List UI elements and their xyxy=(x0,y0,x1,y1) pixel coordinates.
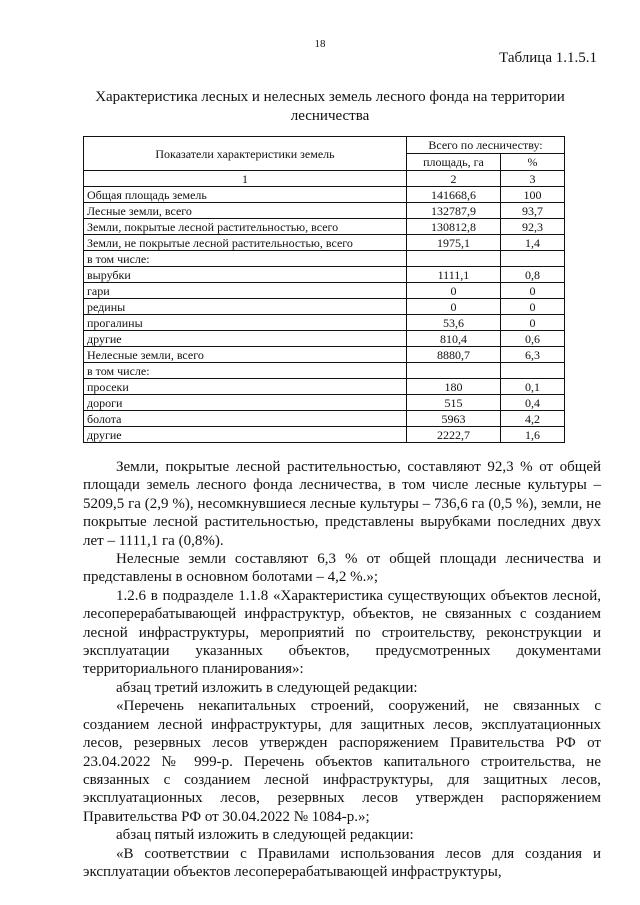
table-reference: Таблица 1.1.5.1 xyxy=(499,50,597,66)
row-label: в том числе: xyxy=(84,363,407,379)
paragraph: Земли, покрытые лесной растительностью, составляют 92,3 % от общей площади земель лесного фонда лесничества, в том числе лесные культуры – 5209,5 га (2,9 %), несомкнувшиеся лесные культуры – 736,6 га (0,5 %), земли, не покрытые лесной растительностью, представлены вырубками последних двух лет – 1111,1 га (0,8%). xyxy=(83,459,601,549)
row-area: 1111,1 xyxy=(407,267,501,283)
paragraph: Нелесные земли составляют 6,3 % от общей площади лесничества и представлены в основном болотами – 4,2 %.»; xyxy=(83,551,601,586)
paragraph: 1.2.6 в подразделе 1.1.8 «Характеристика существующих объектов лесной, лесоперерабатывающей инфраструктур, объектов, не связанных с созданием лесной инфраструктуры, мероприятий по строительству, реконструкции и эксплуатации указанных объектов, предусмотренных документами территориального планирования»: xyxy=(83,587,601,678)
row-label: вырубки xyxy=(84,267,407,283)
paragraph: «В соответствии с Правилами использования лесов для создания и эксплуатации объектов лесоперерабатывающей инфраструктуры, xyxy=(83,845,601,880)
row-area: 0 xyxy=(407,283,501,299)
row-area xyxy=(407,363,501,379)
row-label: прогалины xyxy=(84,315,407,331)
row-percent: 0,8 xyxy=(500,267,564,283)
table-row xyxy=(84,235,565,251)
row-area: 2222,7 xyxy=(407,427,501,443)
row-percent xyxy=(500,363,564,379)
row-label: Земли, покрытые лесной растительностью, всего xyxy=(84,219,407,235)
row-percent: 0 xyxy=(500,283,564,299)
row-label: гари xyxy=(84,283,407,299)
row-percent: 93,7 xyxy=(500,203,564,219)
table-row xyxy=(84,347,565,363)
row-percent: 1,4 xyxy=(500,235,564,251)
row-label: Земли, не покрытые лесной растительностью, всего xyxy=(84,235,407,251)
row-label: в том числе: xyxy=(84,251,407,267)
row-percent: 0 xyxy=(500,315,564,331)
row-percent: 100 xyxy=(500,187,564,203)
table-row xyxy=(84,331,565,347)
table-row xyxy=(84,363,565,379)
row-area: 130812,8 xyxy=(407,219,501,235)
row-label: болота xyxy=(84,411,407,427)
table-title: Характеристика лесных и нелесных земель лесного фонда на территории лесничества xyxy=(95,89,565,124)
paragraph: абзац третий изложить в следующей редакции: xyxy=(116,679,418,696)
row-area: 515 xyxy=(407,395,501,411)
paragraph: «Перечень некапитальных строений, сооружений, не связанных с созданием лесной инфраструктуры, для защитных лесов, эксплуатационных лесов, резервных лесов утвержден распоряжением Правительства РФ от 23.04.2022 № 999-р. Перечень объектов капитального строительства, не связанных с созданием лесной инфраструктуры, для защитных лесов, эксплуатационных лесов, резервных лесов утвержден распоряжением Правительства РФ от 30.04.2022 № 1084-р.»; xyxy=(83,698,601,825)
column-header-indicator: Показатели характеристики земель xyxy=(84,137,407,171)
row-area: 141668,6 xyxy=(407,187,501,203)
table-row xyxy=(84,299,565,315)
row-area: 1975,1 xyxy=(407,235,501,251)
row-label: дороги xyxy=(84,395,407,411)
row-label: просеки xyxy=(84,379,407,395)
column-header-area: площадь, га xyxy=(407,154,501,171)
table-row xyxy=(84,219,565,235)
table-row xyxy=(84,187,565,203)
table-row xyxy=(84,427,565,443)
column-header-percent: % xyxy=(500,154,564,171)
table-row xyxy=(84,283,565,299)
row-area: 53,6 xyxy=(407,315,501,331)
land-characteristics-table xyxy=(83,136,565,443)
row-percent: 0 xyxy=(500,299,564,315)
row-area: 132787,9 xyxy=(407,203,501,219)
row-label: другие xyxy=(84,331,407,347)
table-row xyxy=(84,411,565,427)
row-area: 180 xyxy=(407,379,501,395)
row-label: редины xyxy=(84,299,407,315)
row-percent: 1,6 xyxy=(500,427,564,443)
row-percent: 6,3 xyxy=(500,347,564,363)
row-area: 8880,7 xyxy=(407,347,501,363)
row-label: Общая площадь земель xyxy=(84,187,407,203)
table-row xyxy=(84,251,565,267)
table-row xyxy=(84,395,565,411)
row-area: 5963 xyxy=(407,411,501,427)
row-percent: 0,1 xyxy=(500,379,564,395)
table-row xyxy=(84,203,565,219)
row-percent: 0,6 xyxy=(500,331,564,347)
table-row xyxy=(84,379,565,395)
table-row xyxy=(84,315,565,331)
column-number: 1 xyxy=(84,171,407,187)
row-percent: 4,2 xyxy=(500,411,564,427)
column-number: 2 xyxy=(407,171,501,187)
row-percent: 0,4 xyxy=(500,395,564,411)
page-number: 18 xyxy=(314,38,326,50)
table-row xyxy=(84,267,565,283)
column-number: 3 xyxy=(500,171,564,187)
row-percent xyxy=(500,251,564,267)
paragraph: абзац пятый изложить в следующей редакции: xyxy=(116,827,414,844)
row-area: 0 xyxy=(407,299,501,315)
row-percent: 92,3 xyxy=(500,219,564,235)
column-group-header-total: Всего по лесничеству: xyxy=(407,137,565,154)
row-label: Нелесные земли, всего xyxy=(84,347,407,363)
row-label: Лесные земли, всего xyxy=(84,203,407,219)
body-text xyxy=(83,458,601,881)
row-area xyxy=(407,251,501,267)
row-area: 810,4 xyxy=(407,331,501,347)
row-label: другие xyxy=(84,427,407,443)
